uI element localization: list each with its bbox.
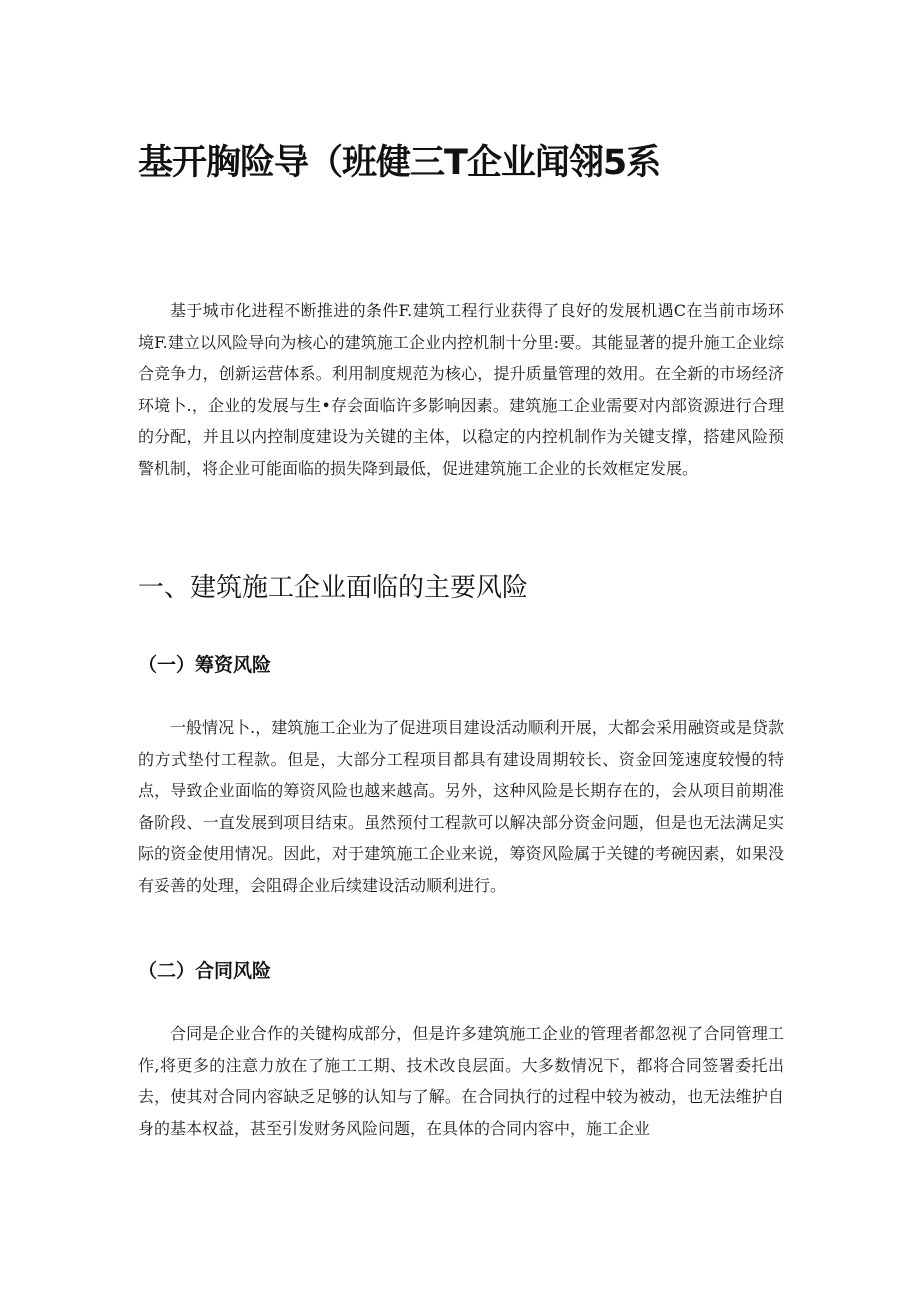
subsection-heading-contract-risk: （二）合同风险 <box>138 960 272 982</box>
subsection-heading-financing-risk: （一）筹资风险 <box>138 654 272 676</box>
section-heading: 一、建筑施工企业面临的主要风险 <box>138 573 529 603</box>
intro-paragraph: 基于城市化进程不断推进的条件F.建筑工程行业获得了良好的发展机遇C在当前市场环境F.建立以风险导向为核心的建筑施工企业内控机制十分里:要。其能显著的提升施工企业综合竞争力，创新运营体系。利用制度规范为核心，提升质量管理的效用。在全新的市场经济环境卜.，企业的发展与生•存会面临许多影响因素。建筑施工企业需要对内部资源进行合理的分配，并且以内控制度建设为关键的主体，以稳定的内控机制作为关键支撑，搭建风险预警机制，将企业可能面临的损失降到最低，促进建筑施工企业的长效框定发展。 <box>138 301 784 478</box>
financing-risk-paragraph: 一般情况卜.，建筑施工企业为了促进项目建设活动顺利开展，大都会采用融资或是贷款的方式垫付工程款。但是，大部分工程项目都具有建设周期较长、资金回笼速度较慢的特点，导致企业面临的筹资风险也越来越高。另外，这种风险是长期存在的，会从项目前期准备阶段、一直发展到项目结束。虽然预付工程款可以解决部分资金问题，但是也无法满足实际的资金使用情况。因此，对于建筑施工企业来说，筹资风险属于关键的考碗因素，如果没有妥善的处理，会阻碍企业后续建设活动顺利进行。 <box>138 718 784 895</box>
contract-risk-paragraph: 合同是企业合作的关键构成部分，但是许多建筑施工企业的管理者都忽视了合同管理工作,将更多的注意力放在了施工工期、技术改良层面。大多数情况下，都将合同签署委托出去，使其对合同内容缺乏足够的认知与了解。在合同执行的过程中较为被动，也无法维护自身的基本权益，甚至引发财务风险问题，在具体的合同内容中，施工企业 <box>138 1024 784 1138</box>
document-title: 基开胸险导（班健三T企业闻翎5系 <box>138 143 661 183</box>
